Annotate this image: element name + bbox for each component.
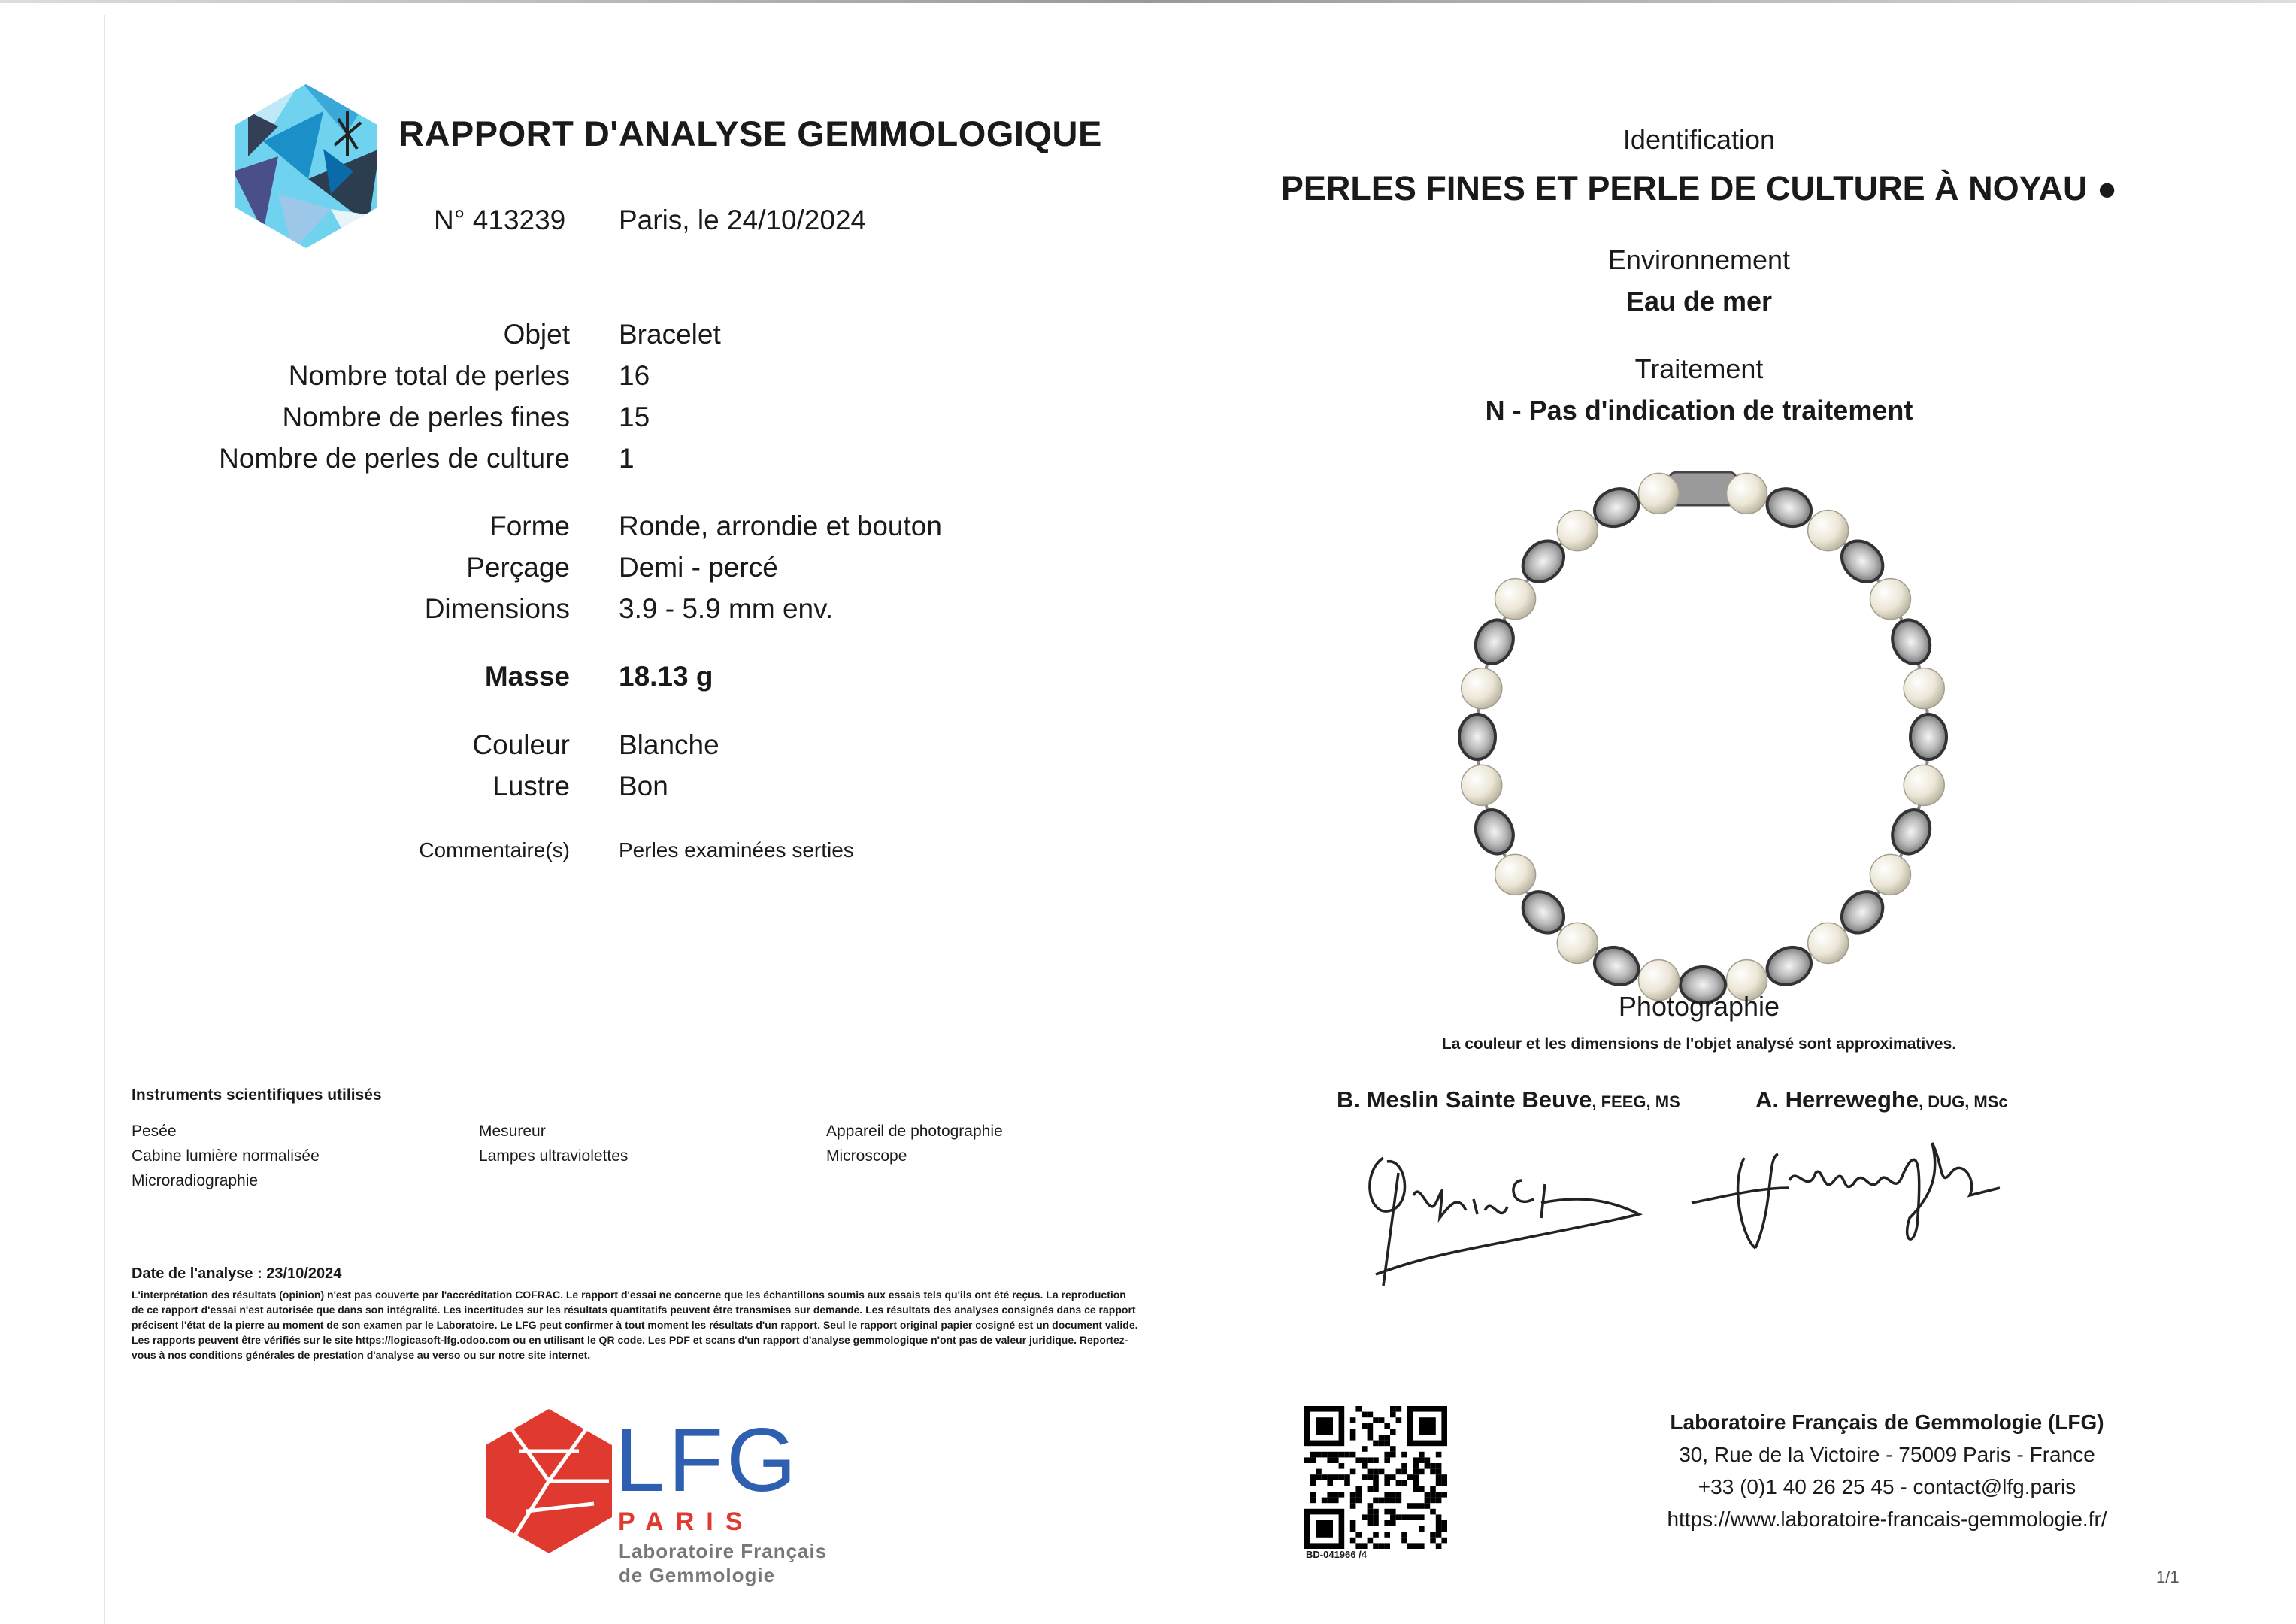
signatory-1-name: B. Meslin Sainte Beuve [1337,1086,1592,1113]
diamond-bezel [1910,714,1946,759]
field-label-lustre: Lustre [492,771,570,801]
pearl [1462,668,1502,709]
field-label-perles-culture: Nombre de perles de culture [219,443,570,474]
field-label-couleur: Couleur [472,729,570,760]
diamond-bezel [1886,614,1937,670]
pearl [1462,765,1502,805]
field-value-perles-fines: 15 [619,401,650,432]
photo-note: La couleur et les dimensions de l'objet analysé sont approximatives. [1441,1035,1957,1053]
pearl [1557,511,1598,551]
field-label-dimensions: Dimensions [424,593,570,624]
instrument-item: Microradiographie [132,1172,259,1189]
identification-value: PERLES FINES ET PERLE DE CULTURE À NOYAU ● [1280,169,2118,208]
field-value-dimensions: 3.9 - 5.9 mm env. [619,593,834,624]
identification-label: Identification [1622,124,1776,155]
laboratory-website[interactable]: https://www.laboratoire-francais-gemmologie.fr/ [1667,1507,2107,1531]
pearl [1495,579,1536,620]
field-label-masse: Masse [484,661,570,692]
lfg-logo-city: PARIS [618,1507,755,1536]
signatory-2 [1755,1086,2008,1113]
field-label-commentaires: Commentaire(s) [419,838,570,862]
page-number: 1/1 [2156,1568,2179,1586]
field-label-percage: Perçage [466,552,570,583]
lfg-logo-line2: de Gemmologie [619,1564,776,1586]
pearl [1495,854,1536,895]
treatment-value: N - Pas d'indication de traitement [1485,395,1913,426]
bracelet-photo [1428,459,1985,1007]
qr-code-id: BD-041966 /4 [1306,1549,1367,1560]
field-value-masse: 18.13 g [619,661,713,692]
signatory-2-name: A. Herreweghe [1755,1086,1919,1113]
instrument-item: Cabine lumière normalisée [132,1147,320,1165]
lfg-hexagon-logo-icon [481,1406,616,1556]
qr-code[interactable] [1304,1406,1447,1549]
pearl [1808,923,1849,963]
field-value-lustre: Bon [619,771,668,801]
laboratory-address: 30, Rue de la Victoire - 75009 Paris - France [1679,1443,2095,1466]
field-value-percage: Demi - percé [619,552,778,583]
signatory-2-title: , DUG, MSc [1919,1092,2008,1111]
environment-label: Environnement [1607,244,1791,275]
treatment-label: Traitement [1634,353,1764,384]
field-value-commentaires: Perles examinées serties [619,838,854,862]
instrument-item: Lampes ultraviolettes [479,1147,629,1165]
field-value-perles-culture: 1 [619,443,635,474]
lfg-logo-text: LFG [615,1410,800,1510]
field-value-forme: Ronde, arrondie et bouton [619,511,942,541]
field-value-total-perles: 16 [619,360,650,391]
instruments-col2 [479,1119,628,1168]
clasp [1669,472,1737,505]
diamond-bezel [1886,804,1937,859]
left-edge-line [104,15,105,1624]
field-value-couleur: Blanche [619,729,719,760]
diamond-bezel [1469,614,1519,670]
signatory-1 [1337,1086,1680,1113]
top-edge-line [0,0,2296,3]
instrument-item: Microscope [826,1147,907,1165]
report-place-date: Paris, le 24/10/2024 [619,205,867,235]
pearl [1904,765,1944,805]
signature-meslin [1353,1128,1669,1293]
pearl [1638,473,1679,514]
report-title: RAPPORT D'ANALYSE GEMMOLOGIQUE [398,114,1102,153]
instruments-col3 [826,1119,1003,1168]
pearl [1727,473,1767,514]
laboratory-name: Laboratoire Français de Gemmologie (LFG) [1670,1410,2104,1434]
instrument-item: Pesée [132,1123,177,1140]
lfg-logo-line1: Laboratoire Français [619,1540,828,1562]
field-label-perles-fines: Nombre de perles fines [282,401,570,432]
field-label-total-perles: Nombre total de perles [288,360,570,391]
qr-code-icon [1304,1406,1447,1549]
pearl [1870,579,1910,620]
diamond-bezel [1469,804,1519,859]
field-label-objet: Objet [503,319,570,350]
pearl [1557,923,1598,963]
laboratory-contact: +33 (0)1 40 26 25 45 - contact@lfg.paris [1698,1475,2076,1498]
instruments-title: Instruments scientifiques utilisés [132,1086,382,1104]
instrument-item: Mesureur [479,1123,546,1140]
gem-hexagon-icon [233,81,380,250]
field-value-objet: Bracelet [619,319,721,350]
instruments-col1 [132,1119,320,1193]
pearl [1870,854,1910,895]
laboratory-block [1609,1406,2165,1535]
report-number: N° 413239 [434,205,566,235]
signatory-1-title: , FEEG, MS [1592,1092,1680,1111]
environment-value: Eau de mer [1625,286,1773,317]
pearl [1808,511,1849,551]
diamond-bezel [1459,714,1495,759]
analysis-date: Date de l'analyse : 23/10/2024 [132,1265,342,1282]
instrument-item: Appareil de photographie [826,1123,1003,1140]
photo-caption: Photographie [1618,991,1780,1022]
pearl [1904,668,1944,709]
analysis-disclaimer: L'interprétation des résultats (opinion) n'est pas couverte par l'accréditation COFRAC. Le rapport d'essai ne concerne que les échantillons soumis aux essais tels qu'ils ont été reçus. La reproduction de ce rapport d'essai n'est autorisée que dans son intégralité. Les incertitudes sur les résultats quantitatifs peuvent être transmises sur demande. Les résultats des analyses consignés dans ce rapport précisent l'état de la pierre au moment de son examen par le Laboratoire. Le LFG peut confirmer à tout moment les résultats d'un rapport. Seul le rapport original papier cosigné est un document valide. Les rapports peuvent être vérifiés sur le site https://logicasoft-lfg.odoo.com ou en utilisant le QR code. Les PDF et scans d'un rapport d'analyse gemmologique n'ont pas de valeur juridique. Reportez-vous à nos conditions générales de prestation d'analyse au verso ou sur notre site internet. [132,1289,1138,1361]
signature-herreweghe [1684,1113,2030,1263]
field-label-forme: Forme [489,511,570,541]
